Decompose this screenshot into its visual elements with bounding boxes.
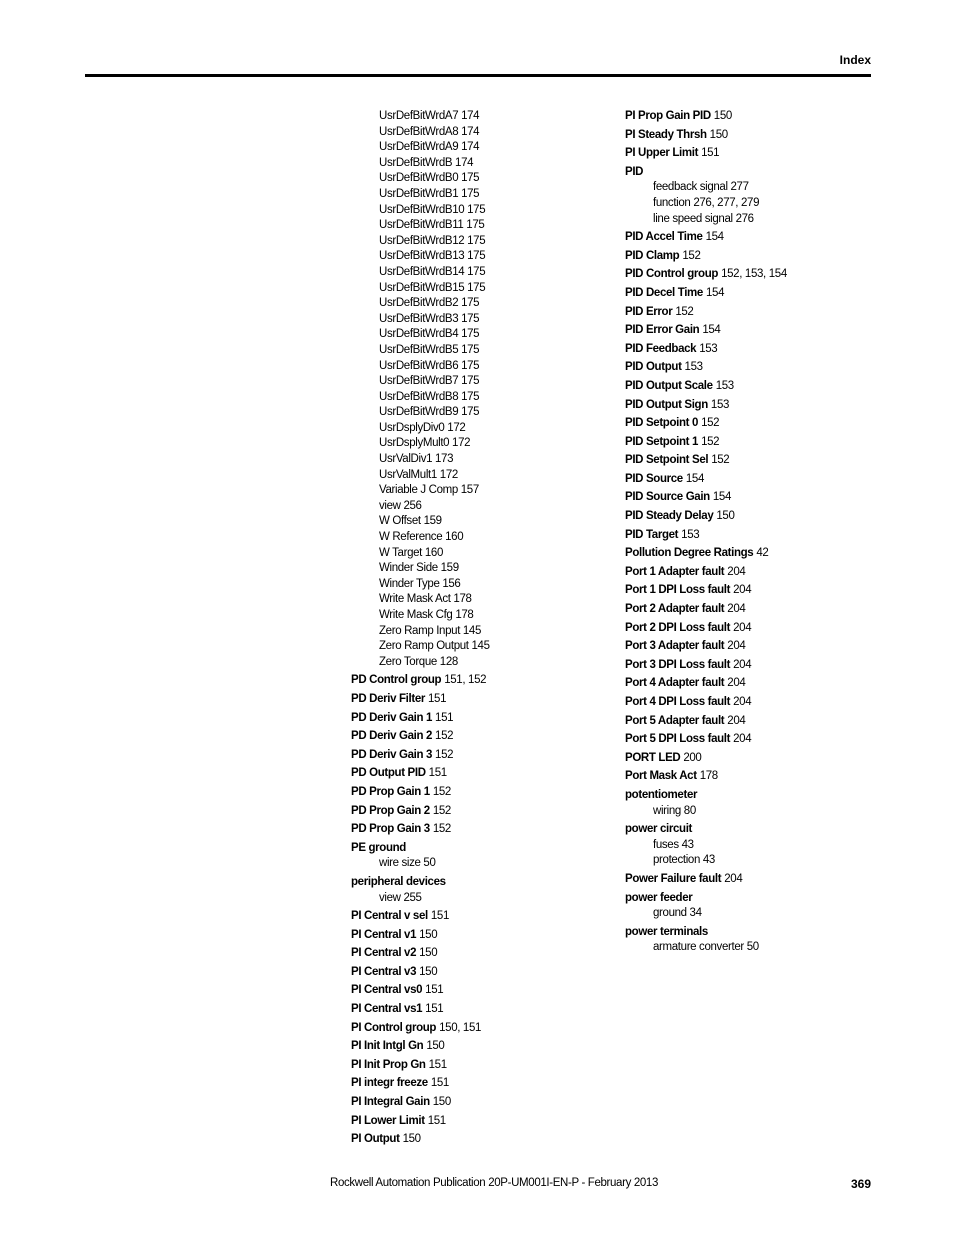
index-term: PID Feedback: [625, 342, 697, 355]
index-column-left: [351, 109, 621, 1148]
index-pages: 152: [432, 785, 451, 798]
index-term: PID Setpoint 1: [625, 435, 699, 448]
index-entry: [625, 472, 895, 488]
index-entry: [351, 785, 621, 801]
index-subentry: UsrDefBitWrdB4 175: [379, 328, 480, 341]
index-pages: 204: [733, 584, 752, 597]
index-pages: 152: [432, 804, 451, 817]
index-subentry: function 276, 277, 279: [653, 196, 760, 209]
index-entry: [625, 249, 895, 265]
index-entry: [351, 928, 621, 944]
index-subentry: UsrDefBitWrdB13 175: [379, 250, 486, 263]
index-pages: 153: [715, 379, 734, 392]
index-pages: 204: [733, 696, 752, 708]
index-subentry: UsrDefBitWrdB11 175: [379, 219, 485, 232]
index-subentry: line speed signal 276: [653, 212, 754, 225]
index-term: PI Init Intgl Gn: [351, 1040, 424, 1053]
index-subentry: W Reference 160: [379, 531, 464, 544]
page-number: 369: [850, 1177, 871, 1191]
index-pages: 204: [727, 677, 746, 690]
index-pages: 150: [419, 928, 438, 941]
index-pages: 151: [430, 910, 449, 923]
index-pages: 153: [684, 361, 703, 374]
index-subentry: Winder Type 156: [379, 577, 461, 590]
index-term: Port 1 DPI Loss fault: [625, 584, 731, 597]
index-term: power terminals: [625, 925, 708, 938]
index-subentry: UsrValMult1 172: [379, 468, 458, 481]
index-subentry: Variable J Comp 157: [379, 484, 479, 497]
index-term: PID Steady Delay: [625, 510, 714, 523]
index-entry: [625, 546, 895, 562]
index-entry: [351, 875, 621, 891]
index-pages: 150: [713, 110, 732, 122]
index-subentry: feedback signal 277: [653, 181, 749, 194]
index-term: PI Lower Limit: [351, 1114, 425, 1127]
index-subentry: ground 34: [653, 907, 702, 920]
index-pages: 151: [428, 767, 447, 780]
index-term: PI Central vs1: [351, 1003, 423, 1016]
index-term: PI Central v1: [351, 928, 417, 941]
index-subentry: Winder Side 159: [379, 562, 459, 575]
index-term: power feeder: [625, 891, 693, 904]
index-subentry: UsrDefBitWrdB9 175: [379, 406, 480, 419]
index-term: PI Central v3: [351, 965, 417, 978]
index-entry: [625, 267, 895, 283]
index-term: PID Setpoint 0: [625, 417, 699, 430]
index-term: PD Deriv Gain 3: [351, 748, 433, 761]
index-entry: [625, 822, 895, 838]
index-term: Port 5 Adapter fault: [625, 714, 725, 727]
index-term: PD Deriv Filter: [351, 692, 425, 705]
index-entry: [625, 732, 895, 748]
index-pages: 152: [701, 435, 720, 448]
index-term: PI Prop Gain PID: [625, 110, 711, 122]
index-pages: 178: [699, 770, 718, 783]
index-entry: [625, 342, 895, 358]
index-entry: [625, 872, 895, 888]
index-entry: [625, 128, 895, 144]
index-entry: [351, 909, 621, 925]
index-term: potentiometer: [625, 788, 698, 801]
index-term: PID Decel Time: [625, 286, 703, 299]
index-pages: 150: [419, 965, 438, 978]
index-pages: 204: [727, 714, 746, 727]
index-subentry: UsrDefBitWrdB2 175: [379, 297, 480, 310]
index-term: Port 3 Adapter fault: [625, 640, 725, 653]
index-entry: [351, 729, 621, 745]
index-pages: 204: [724, 872, 743, 885]
index-term: PID Control group: [625, 268, 719, 281]
index-subentry: UsrDefBitWrdB 174: [379, 156, 474, 169]
index-subentry: UsrDsplyDiv0 172: [379, 421, 466, 434]
index-entry: [625, 453, 895, 469]
index-entry: [351, 1039, 621, 1055]
index-entry: [625, 714, 895, 730]
index-pages: 152: [432, 823, 451, 836]
index-term: PID Output Sign: [625, 398, 708, 411]
index-term: PI Integral Gain: [351, 1096, 430, 1109]
index-term: Port 1 Adapter fault: [625, 565, 725, 578]
index-term: peripheral devices: [351, 875, 446, 888]
index-subentry: Zero Ramp Output 145: [379, 640, 490, 653]
index-term: PI integr freeze: [351, 1077, 428, 1090]
index-subentry: view 256: [379, 499, 422, 512]
index-pages: 150: [432, 1096, 451, 1109]
index-subentry: UsrDefBitWrdB3 175: [379, 312, 480, 325]
index-subentry: UsrValDiv1 173: [379, 453, 454, 466]
index-pages: 151, 152: [444, 674, 487, 687]
index-pages: 151: [425, 984, 444, 997]
index-pages: 151: [430, 1077, 449, 1090]
index-column-right: [625, 109, 895, 956]
index-term: PD Deriv Gain 1: [351, 711, 433, 724]
index-term: PID Setpoint Sel: [625, 454, 709, 467]
index-pages: 204: [733, 621, 752, 634]
index-term: PD Deriv Gain 2: [351, 730, 433, 743]
index-entry: [625, 602, 895, 618]
index-term: Port 3 DPI Loss fault: [625, 658, 731, 671]
index-pages: 152: [682, 249, 701, 262]
index-subentry: UsrDefBitWrdA9 174: [379, 141, 480, 154]
index-pages: 154: [705, 286, 725, 299]
index-subentry: Write Mask Cfg 178: [379, 609, 474, 621]
index-entry: [351, 822, 621, 838]
index-term: PI Central v sel: [351, 910, 428, 923]
index-pages: 151: [701, 147, 720, 160]
footer-publication: Rockwell Automation Publication 20P-UM001I-EN-P - February 2013: [330, 1177, 659, 1189]
index-pages: 153: [699, 342, 718, 355]
index-term: PD Prop Gain 1: [351, 785, 430, 798]
index-entry: [351, 804, 621, 820]
index-entry: [625, 435, 895, 451]
index-subentry: UsrDefBitWrdB1 175: [379, 187, 480, 200]
index-pages: 152: [435, 748, 454, 761]
index-term: Power Failure fault: [625, 872, 722, 885]
index-subentry: Zero Ramp Input 145: [379, 624, 482, 637]
index-subentry: UsrDefBitWrdB6 175: [379, 359, 480, 372]
index-entry: [351, 711, 621, 727]
index-pages: 151: [427, 1114, 446, 1127]
index-pages: 154: [702, 324, 721, 337]
index-term: PID Error: [625, 305, 673, 318]
index-term: PI Control group: [351, 1021, 437, 1034]
index-entry: [625, 379, 895, 395]
index-term: Port Mask Act: [625, 770, 697, 783]
index-term: PID Output: [625, 361, 682, 374]
index-entry: [351, 673, 621, 689]
index-pages: 153: [681, 528, 700, 541]
index-subentry: UsrDefBitWrdB15 175: [379, 281, 486, 294]
index-entry: [625, 416, 895, 432]
index-term: PI Init Prop Gn: [351, 1058, 426, 1071]
index-pages: 151: [425, 1003, 444, 1016]
index-entry: [351, 766, 621, 782]
index-pages: 152, 153, 154: [721, 268, 787, 281]
index-term: PID Source: [625, 472, 683, 485]
index-subentry: UsrDefBitWrdB7 175: [379, 375, 480, 388]
index-term: Pollution Degree Ratings: [625, 547, 754, 560]
index-pages: 204: [733, 733, 752, 746]
index-pages: 200: [683, 751, 702, 764]
index-entry: [625, 323, 895, 339]
index-entry: [351, 983, 621, 999]
index-entry: [625, 658, 895, 674]
index-term: PI Steady Thrsh: [625, 128, 707, 141]
index-entry: [625, 398, 895, 414]
index-subentry: UsrDefBitWrdB12 175: [379, 234, 486, 247]
index-subentry: UsrDsplyMult0 172: [379, 437, 471, 450]
index-pages: 151: [428, 692, 447, 705]
index-pages: 150: [716, 510, 735, 523]
index-entry: [625, 583, 895, 599]
index-subentry: UsrDefBitWrdB14 175: [379, 265, 486, 278]
index-subentry: UsrDefBitWrdB10 175: [379, 203, 486, 216]
index-pages: 204: [727, 565, 746, 578]
index-entry: [351, 946, 621, 962]
index-entry: [625, 639, 895, 655]
index-entry: [625, 146, 895, 162]
index-entry: [625, 695, 895, 711]
header-rule: [85, 74, 871, 77]
index-pages: 152: [435, 730, 454, 743]
index-term: PI Central v2: [351, 947, 417, 960]
index-term: PID Clamp: [625, 249, 680, 262]
index-entry: [625, 230, 895, 246]
index-term: Port 5 DPI Loss fault: [625, 733, 731, 746]
index-subentry: wire size 50: [379, 857, 436, 870]
index-entry: [351, 841, 621, 857]
index-term: PI Output: [351, 1133, 400, 1146]
index-entry: [351, 1021, 621, 1037]
index-pages: 150: [419, 947, 438, 960]
index-pages: 150, 151: [439, 1021, 482, 1034]
index-pages: 154: [705, 231, 724, 244]
index-term: PE ground: [351, 841, 406, 854]
index-entry: [351, 1132, 621, 1148]
index-pages: 42: [756, 547, 769, 560]
index-pages: 150: [402, 1133, 421, 1146]
index-term: power circuit: [625, 823, 693, 836]
index-entry: [351, 1095, 621, 1111]
index-term: PD Prop Gain 2: [351, 804, 430, 817]
index-subentry: UsrDefBitWrdB0 175: [379, 172, 480, 185]
index-pages: 204: [727, 603, 746, 616]
index-term: PI Upper Limit: [625, 147, 699, 160]
index-entry: [625, 165, 895, 181]
index-entry: [625, 891, 895, 907]
index-subentry: UsrDefBitWrdA7 174: [379, 110, 480, 122]
index-term: PID: [625, 165, 644, 178]
index-subentry: protection 43: [653, 854, 715, 867]
index-pages: 150: [709, 128, 728, 141]
index-entry: [351, 748, 621, 764]
index-entry: [625, 925, 895, 941]
index-pages: 151: [428, 1058, 447, 1071]
index-term: Port 4 DPI Loss fault: [625, 696, 731, 708]
index-term: PID Target: [625, 528, 679, 541]
index-term: PID Accel Time: [625, 231, 703, 244]
header-title: Index: [839, 53, 871, 67]
index-subentry: W Offset 159: [379, 515, 442, 528]
index-entry: [625, 769, 895, 785]
index-entry: [625, 751, 895, 767]
index-entry: [351, 692, 621, 708]
index-term: Port 2 DPI Loss fault: [625, 621, 731, 634]
index-entry: [625, 286, 895, 302]
index-entry: [625, 109, 895, 125]
index-subentry: UsrDefBitWrdB5 175: [379, 343, 480, 356]
index-pages: 154: [712, 491, 731, 504]
index-pages: 153: [710, 398, 730, 411]
index-entry: [625, 305, 895, 321]
index-pages: 152: [711, 454, 730, 467]
index-pages: 204: [727, 640, 746, 653]
index-pages: 154: [685, 472, 704, 485]
index-entry: [625, 788, 895, 804]
index-term: PID Output Scale: [625, 379, 713, 392]
index-entry: [351, 1114, 621, 1130]
index-entry: [625, 509, 895, 525]
index-entry: [625, 676, 895, 692]
index-subentry: UsrDefBitWrdB8 175: [379, 390, 480, 403]
index-pages: 152: [701, 417, 720, 430]
index-subentry: view 255: [379, 891, 422, 904]
index-subentry: Zero Torque 128: [379, 655, 458, 668]
index-subentry: W Target 160: [379, 546, 443, 559]
index-entry: [351, 965, 621, 981]
index-entry: [625, 360, 895, 376]
index-entry: [625, 565, 895, 581]
index-entry: [625, 490, 895, 506]
index-entry: [625, 528, 895, 544]
index-subentry: wiring 80: [653, 804, 696, 817]
index-entry: [351, 1058, 621, 1074]
index-subentry: fuses 43: [653, 838, 694, 851]
index-entry: [351, 1002, 621, 1018]
index-subentry: armature converter 50: [653, 941, 759, 954]
index-pages: 152: [675, 305, 694, 318]
index-term: PD Control group: [351, 674, 442, 687]
index-term: Port 4 Adapter fault: [625, 677, 725, 690]
index-term: PD Output PID: [351, 767, 426, 780]
index-term: PID Error Gain: [625, 324, 700, 337]
index-pages: 204: [733, 658, 752, 671]
index-term: PORT LED: [625, 751, 681, 764]
index-pages: 150: [426, 1040, 445, 1053]
index-entry: [625, 621, 895, 637]
index-subentry: Write Mask Act 178: [379, 593, 472, 606]
index-term: PD Prop Gain 3: [351, 823, 430, 836]
index-entry: [351, 1076, 621, 1092]
index-pages: 151: [435, 711, 454, 724]
index-term: PID Source Gain: [625, 491, 710, 504]
index-term: PI Central vs0: [351, 984, 423, 997]
index-subentry: UsrDefBitWrdA8 174: [379, 125, 480, 138]
index-term: Port 2 Adapter fault: [625, 603, 725, 616]
